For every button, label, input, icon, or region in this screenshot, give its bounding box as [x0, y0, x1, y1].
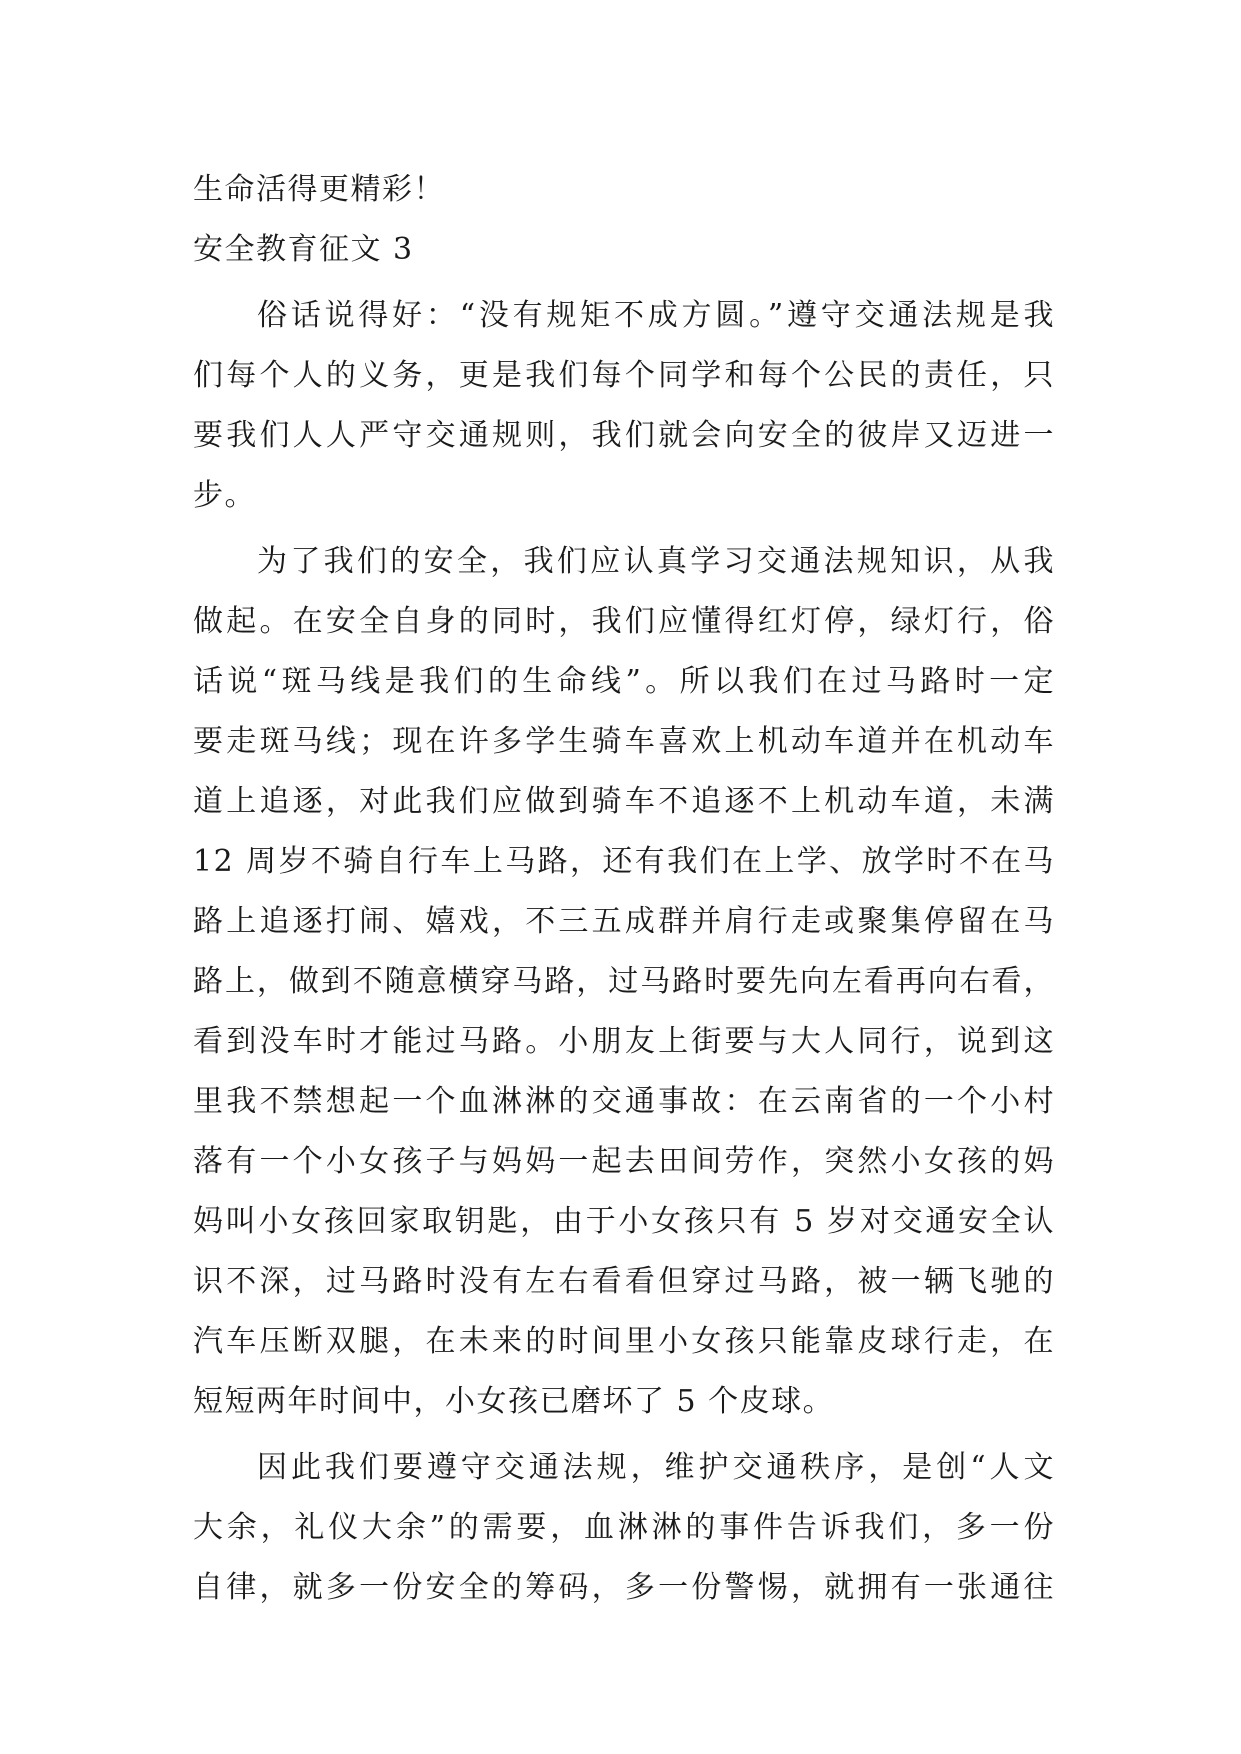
paragraph-line: 妈叫小女孩回家取钥匙，由于小女孩只有 5 岁对交通安全认 [193, 1204, 1055, 1239]
paragraph-line: 识不深，过马路时没有左右看看但穿过马路，被一辆飞驰的 [193, 1264, 1055, 1299]
paragraph-line: 要走斑马线；现在许多学生骑车喜欢上机动车道并在机动车 [193, 724, 1055, 759]
paragraph-line: 路上追逐打闹、嬉戏，不三五成群并肩行走或聚集停留在马 [193, 904, 1055, 939]
paragraph-line: 12 周岁不骑自行车上马路，还有我们在上学、放学时不在马 [193, 844, 1055, 879]
paragraph-line: 自律，就多一份安全的筹码，多一份警惕，就拥有一张通往 [193, 1570, 1055, 1605]
document-body [193, 160, 1055, 1618]
paragraph-line: 道上追逐，对此我们应做到骑车不追逐不上机动车道，未满 [193, 784, 1055, 819]
paragraph-line: 步。 [193, 478, 256, 513]
paragraph-line: 因此我们要遵守交通法规，维护交通秩序，是创“人文 [257, 1450, 1055, 1485]
paragraph-1 [193, 286, 1055, 526]
paragraph-line: 大余，礼仪大余”的需要，血淋淋的事件告诉我们，多一份 [193, 1510, 1055, 1545]
paragraph-line: 要我们人人严守交通规则，我们就会向安全的彼岸又迈进一 [193, 418, 1055, 453]
paragraph-line: 俗话说得好：“没有规矩不成方圆。”遵守交通法规是我 [257, 298, 1055, 333]
paragraph-line: 落有一个小女孩子与妈妈一起去田间劳作，突然小女孩的妈 [193, 1144, 1055, 1179]
paragraph-2 [193, 532, 1055, 1432]
paragraph-line: 汽车压断双腿，在未来的时间里小女孩只能靠皮球行走，在 [193, 1324, 1055, 1359]
paragraph-3 [193, 1438, 1055, 1618]
paragraph-line: 路上，做到不随意横穿马路，过马路时要先向左看再向右看， [193, 964, 1055, 999]
paragraph-line: 话说“斑马线是我们的生命线”。所以我们在过马路时一定 [193, 664, 1055, 699]
paragraph-line: 们每个人的义务，更是我们每个同学和每个公民的责任，只 [193, 358, 1055, 393]
paragraph-line: 短短两年时间中，小女孩已磨坏了 5 个皮球。 [193, 1384, 835, 1419]
section-title: 安全教育征文 3 [193, 232, 414, 267]
paragraph-line: 做起。在安全自身的同时，我们应懂得红灯停，绿灯行，俗 [193, 604, 1055, 639]
paragraph-line: 里我不禁想起一个血淋淋的交通事故：在云南省的一个小村 [193, 1084, 1055, 1119]
paragraph-line: 看到没车时才能过马路。小朋友上街要与大人同行，说到这 [193, 1024, 1055, 1059]
paragraph-line: 为了我们的安全，我们应认真学习交通法规知识，从我 [257, 544, 1055, 579]
continuation-line: 生命活得更精彩！ [193, 172, 445, 207]
